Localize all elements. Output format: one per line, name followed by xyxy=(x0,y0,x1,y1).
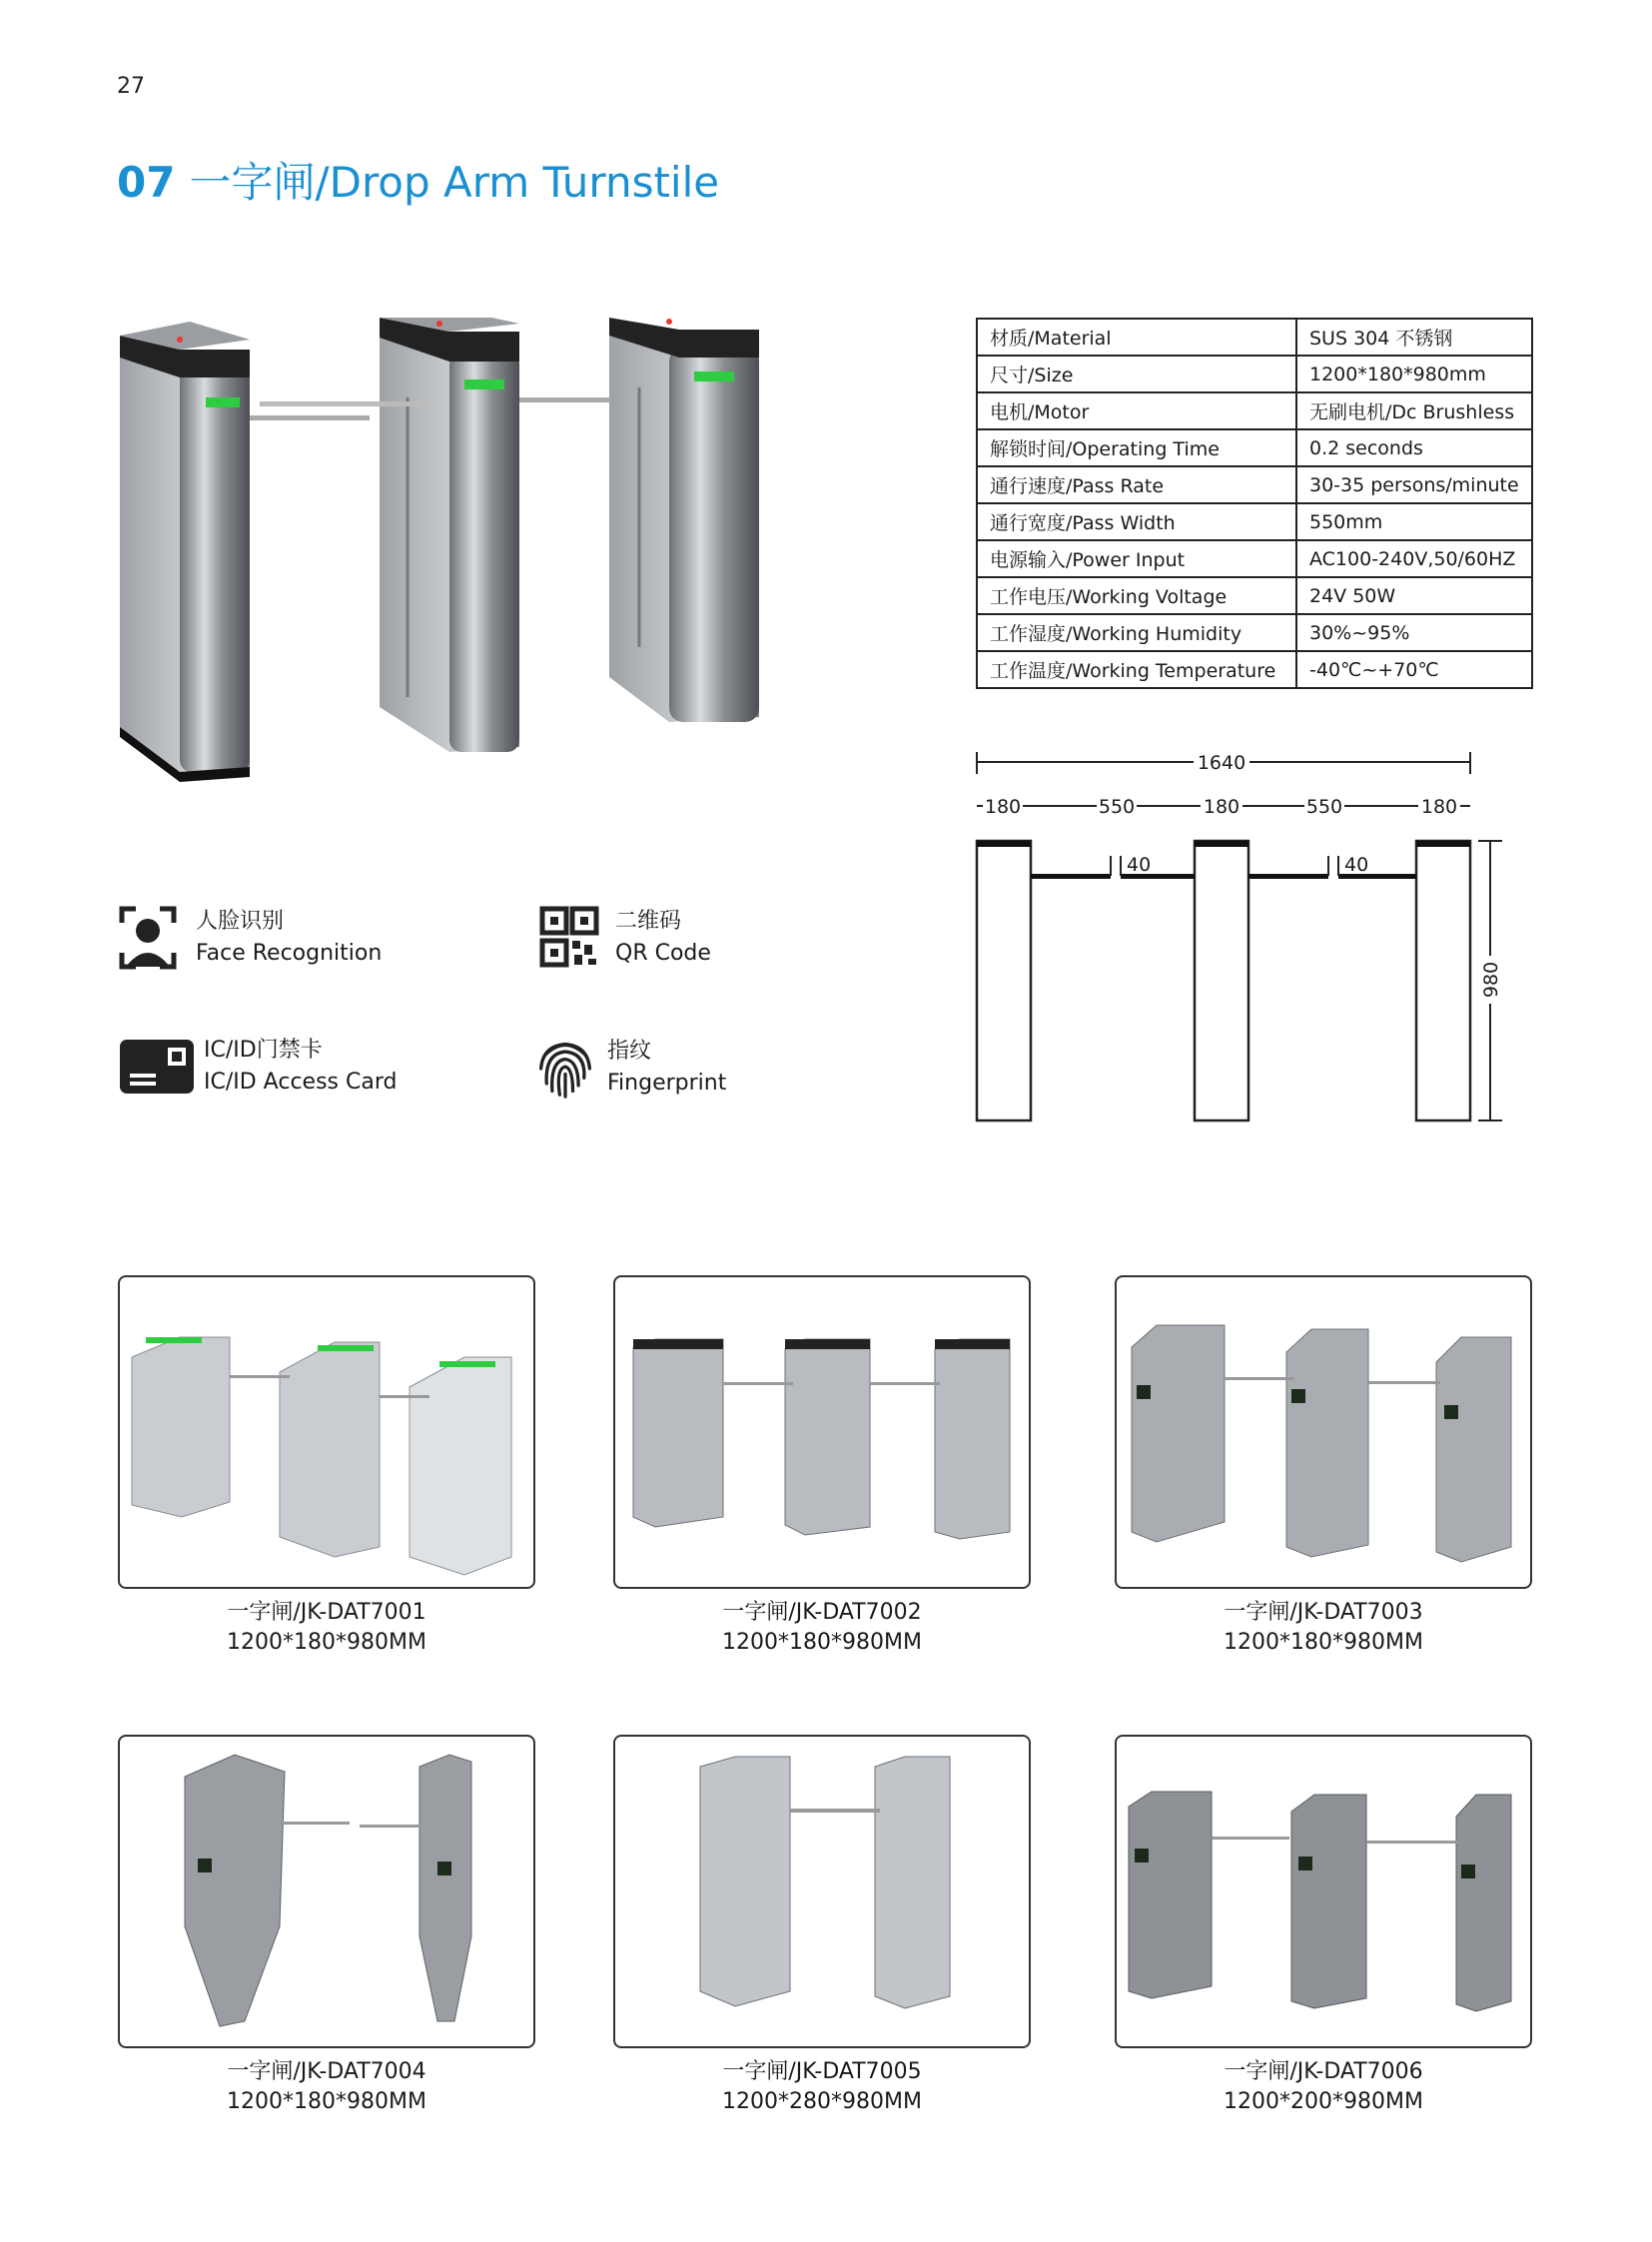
product-name: 一字闸/JK-DAT7003 xyxy=(1224,1600,1423,1625)
fingerprint-icon xyxy=(535,1035,595,1101)
spec-label: 工作温度/Working Temperature xyxy=(977,651,1296,688)
dim-gap-1: 40 xyxy=(1127,854,1152,876)
spec-label: 工作电压/Working Voltage xyxy=(977,577,1296,614)
product-caption-7006 xyxy=(1115,2057,1532,2117)
feature-label-en: Fingerprint xyxy=(607,1071,727,1096)
table-row xyxy=(977,540,1532,577)
hero-turnstile-image xyxy=(110,318,889,787)
spec-value: 无刷电机/Dc Brushless xyxy=(1296,392,1532,429)
turnstile-cabinet-left xyxy=(120,322,250,782)
spec-label: 电机/Motor xyxy=(977,392,1296,429)
feature-label-zh: 二维码 xyxy=(615,909,682,934)
feature-label-zh: 人脸识别 xyxy=(196,909,285,934)
spec-value: SUS 304 不锈钢 xyxy=(1296,319,1532,356)
section-number: 07 xyxy=(117,158,176,207)
specs-table xyxy=(976,318,1533,689)
dim-cabinet-3: 180 xyxy=(1420,796,1458,818)
feature-label-zh: IC/ID门禁卡 xyxy=(204,1038,323,1063)
spec-value: 550mm xyxy=(1296,503,1532,540)
dim-total: 1640 xyxy=(1197,752,1246,774)
spec-label: 解锁时间/Operating Time xyxy=(977,429,1296,466)
product-image-7003 xyxy=(1117,1277,1530,1587)
product-image-7002 xyxy=(615,1277,1029,1587)
product-size: 1200*180*980MM xyxy=(1224,1630,1423,1655)
page-title xyxy=(117,150,719,210)
product-image-7004 xyxy=(120,1737,533,2046)
table-row xyxy=(977,319,1532,356)
dim-gap-2: 40 xyxy=(1344,854,1369,876)
spec-label: 工作湿度/Working Humidity xyxy=(977,614,1296,651)
product-caption-7002 xyxy=(613,1598,1031,1658)
product-card-7006[interactable] xyxy=(1115,1735,1532,2048)
feature-label-en: IC/ID Access Card xyxy=(204,1070,398,1095)
product-name: 一字闸/JK-DAT7006 xyxy=(1224,2059,1423,2084)
feature-face-recognition xyxy=(118,905,382,971)
spec-value: 30%~95% xyxy=(1296,614,1532,651)
product-card-7005[interactable] xyxy=(613,1735,1031,2048)
dim-height: 980 xyxy=(1480,961,1502,999)
product-name: 一字闸/JK-DAT7001 xyxy=(227,1600,426,1625)
turnstile-cabinet-right xyxy=(609,318,759,722)
table-row xyxy=(977,651,1532,688)
table-row xyxy=(977,614,1532,651)
spec-value: -40℃~+70℃ xyxy=(1296,651,1532,688)
feature-label-en: QR Code xyxy=(615,941,711,966)
spec-label: 尺寸/Size xyxy=(977,356,1296,392)
dim-lane-1: 550 xyxy=(1098,796,1136,818)
dim-cabinet-1: 180 xyxy=(984,796,1022,818)
spec-value: 1200*180*980mm xyxy=(1296,356,1532,392)
product-name: 一字闸/JK-DAT7005 xyxy=(722,2059,922,2084)
spec-value: AC100-240V,50/60HZ xyxy=(1296,540,1532,577)
dim-lane-2: 550 xyxy=(1305,796,1343,818)
spec-label: 通行宽度/Pass Width xyxy=(977,503,1296,540)
product-size: 1200*180*980MM xyxy=(227,1630,426,1655)
product-image-7005 xyxy=(615,1737,1029,2046)
page-number: 27 xyxy=(117,74,145,99)
product-size: 1200*180*980MM xyxy=(722,1630,922,1655)
product-card-7002[interactable] xyxy=(613,1275,1031,1589)
access-card-icon xyxy=(118,1038,196,1096)
feature-label-zh: 指纹 xyxy=(607,1039,652,1064)
product-image-7001 xyxy=(120,1277,533,1587)
spec-value: 0.2 seconds xyxy=(1296,429,1532,466)
spec-value: 24V 50W xyxy=(1296,577,1532,614)
product-size: 1200*200*980MM xyxy=(1224,2089,1423,2114)
spec-value: 30-35 persons/minute xyxy=(1296,466,1532,503)
table-row xyxy=(977,577,1532,614)
table-row xyxy=(977,503,1532,540)
dim-cabinet-2: 180 xyxy=(1203,796,1240,818)
face-recognition-icon xyxy=(118,905,178,971)
product-card-7004[interactable] xyxy=(118,1735,535,2048)
spec-label: 电源输入/Power Input xyxy=(977,540,1296,577)
feature-qr-code xyxy=(539,905,711,971)
qr-code-icon xyxy=(539,905,599,971)
spec-label: 材质/Material xyxy=(977,319,1296,356)
product-caption-7003 xyxy=(1115,1598,1532,1658)
product-caption-7005 xyxy=(613,2057,1031,2117)
feature-fingerprint xyxy=(535,1035,726,1101)
product-size: 1200*280*980MM xyxy=(722,2089,922,2114)
table-row xyxy=(977,392,1532,429)
product-name: 一字闸/JK-DAT7002 xyxy=(722,1600,922,1625)
table-row xyxy=(977,466,1532,503)
product-name: 一字闸/JK-DAT7004 xyxy=(227,2059,426,2084)
turnstile-cabinet-middle xyxy=(380,318,519,752)
dimension-drawing xyxy=(969,744,1508,1128)
section-title: 一字闸/Drop Arm Turnstile xyxy=(189,158,720,207)
feature-access-card xyxy=(118,1035,397,1099)
product-card-7003[interactable] xyxy=(1115,1275,1532,1589)
spec-label: 通行速度/Pass Rate xyxy=(977,466,1296,503)
product-card-7001[interactable] xyxy=(118,1275,535,1589)
table-row xyxy=(977,429,1532,466)
feature-label-en: Face Recognition xyxy=(196,941,383,966)
table-row xyxy=(977,356,1532,392)
product-size: 1200*180*980MM xyxy=(227,2089,426,2114)
product-image-7006 xyxy=(1117,1737,1530,2046)
product-caption-7001 xyxy=(118,1598,535,1658)
product-caption-7004 xyxy=(118,2057,535,2117)
